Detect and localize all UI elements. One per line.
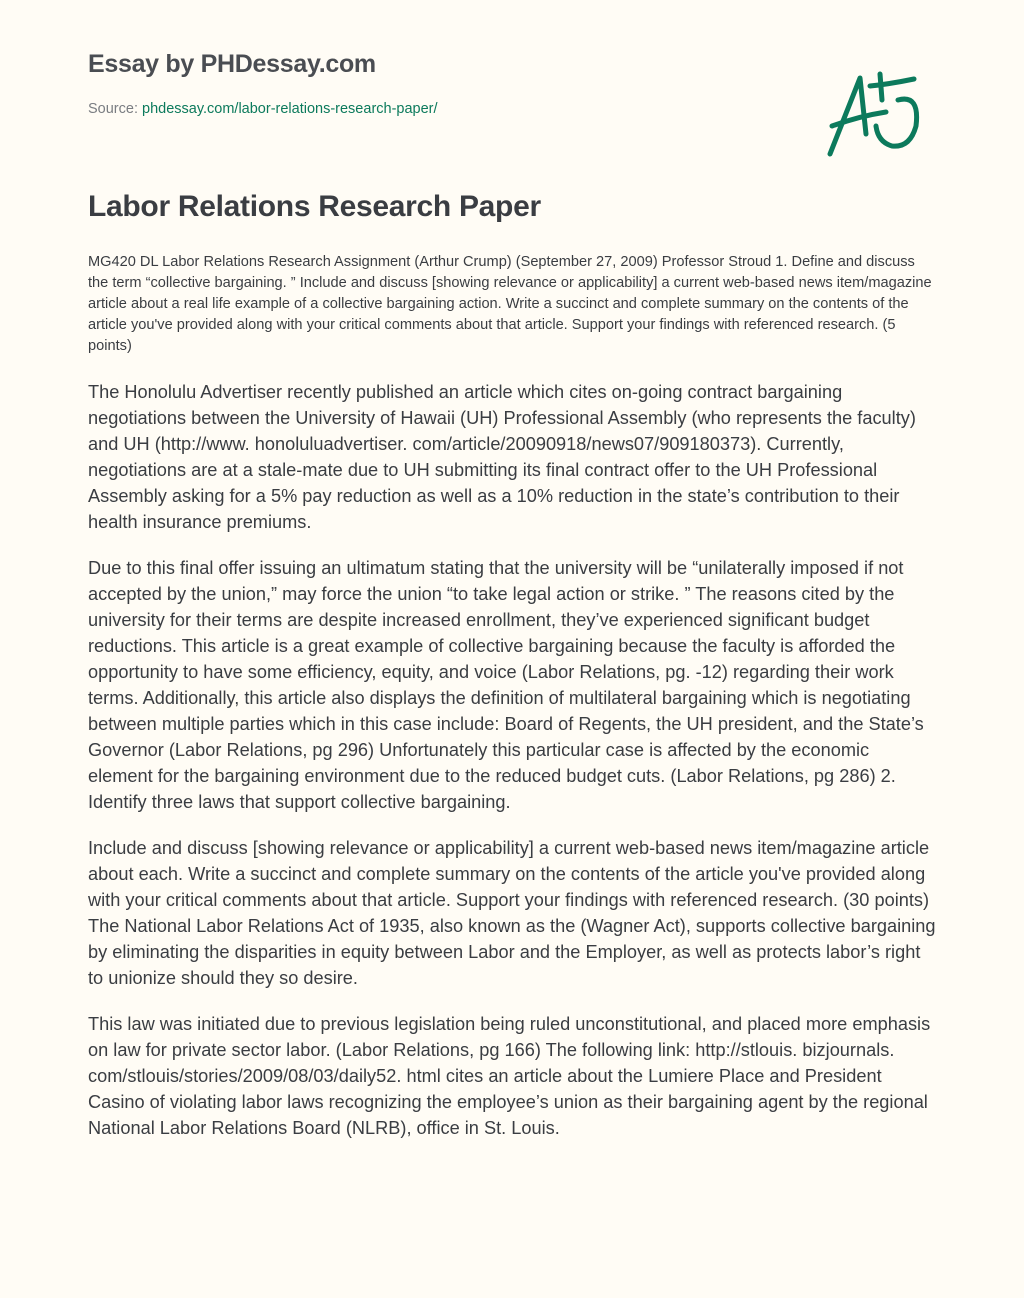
source-link[interactable]: phdessay.com/labor-relations-research-paper/ <box>142 101 438 117</box>
source-line <box>88 101 438 117</box>
essay-paragraph: This law was initiated due to previous legislation being ruled unconstitutional, and placed more emphasis on law for private sector labor. (Labor Relations, pg 166) The following link: http://stlouis. bizjournals. com/stlouis/stories/2009/08/03/daily52. html cites an article about the Lumiere Place and President Casino of violating labor laws recognizing the employee’s union as their bargaining agent by the regional National Labor Relations Board (NLRB), office in St. Louis. <box>88 1014 931 1138</box>
a-plus-logo-icon <box>820 64 930 160</box>
site-title: Essay by PHDessay.com <box>88 50 376 78</box>
essay-body <box>88 252 938 1161</box>
essay-paragraph: Include and discuss [showing relevance or applicability] a current web-based news item/magazine article about each. Write a succinct and complete summary on the contents of the article you've provided along with your critical comments about that article. Support your findings with referenced research. (30 points) The National Labor Relations Act of 1935, also known as the (Wagner Act), supports collective bargaining by eliminating the disparities in equity between Labor and the Employer, as well as protects labor’s right to unionize should they so desire. <box>88 838 936 988</box>
essay-title: Labor Relations Research Paper <box>88 190 541 223</box>
source-label: Source: <box>88 101 138 117</box>
essay-intro: MG420 DL Labor Relations Research Assignment (Arthur Crump) (September 27, 2009) Professor Stroud 1. Define and discuss the term “collective bargaining. ” Include and discuss [showing relevance or applicability] a current web-based news item/magazine article about a real life example of a collective bargaining action. Write a succinct and complete summary on the contents of the article you've provided along with your critical comments about that article. Support your findings with referenced research. (5 points) <box>88 254 932 354</box>
essay-paragraph: The Honolulu Advertiser recently published an article which cites on-going contract bargaining negotiations between the University of Hawaii (UH) Professional Assembly (who represents the faculty) and UH (http://www. honoluluadvertiser. com/article/20090918/news07/909180373). Currently, negotiations are at a stale-mate due to UH submitting its final contract offer to the UH Professional Assembly asking for a 5% pay reduction as well as a 10% reduction in the state’s contribution to their health insurance premiums. <box>88 382 916 532</box>
essay-paragraph: Due to this final offer issuing an ultimatum stating that the university will be “unilaterally imposed if not accepted by the union,” may force the union “to take legal action or strike. ” The reasons cited by the university for their terms are despite increased enrollment, they’ve experienced significant budget reductions. This article is a great example of collective bargaining because the faculty is afforded the opportunity to have some efficiency, equity, and voice (Labor Relations, pg. -12) regarding their work terms. Additionally, this article also displays the definition of multilateral bargaining which is negotiating between multiple parties which in this case include: Board of Regents, the UH president, and the State’s Governor (Labor Relations, pg 296) Unfortunately this particular case is affected by the economic element for the bargaining environment due to the reduced budget cuts. (Labor Relations, pg 286) 2. Identify three laws that support collective bargaining. <box>88 558 924 812</box>
